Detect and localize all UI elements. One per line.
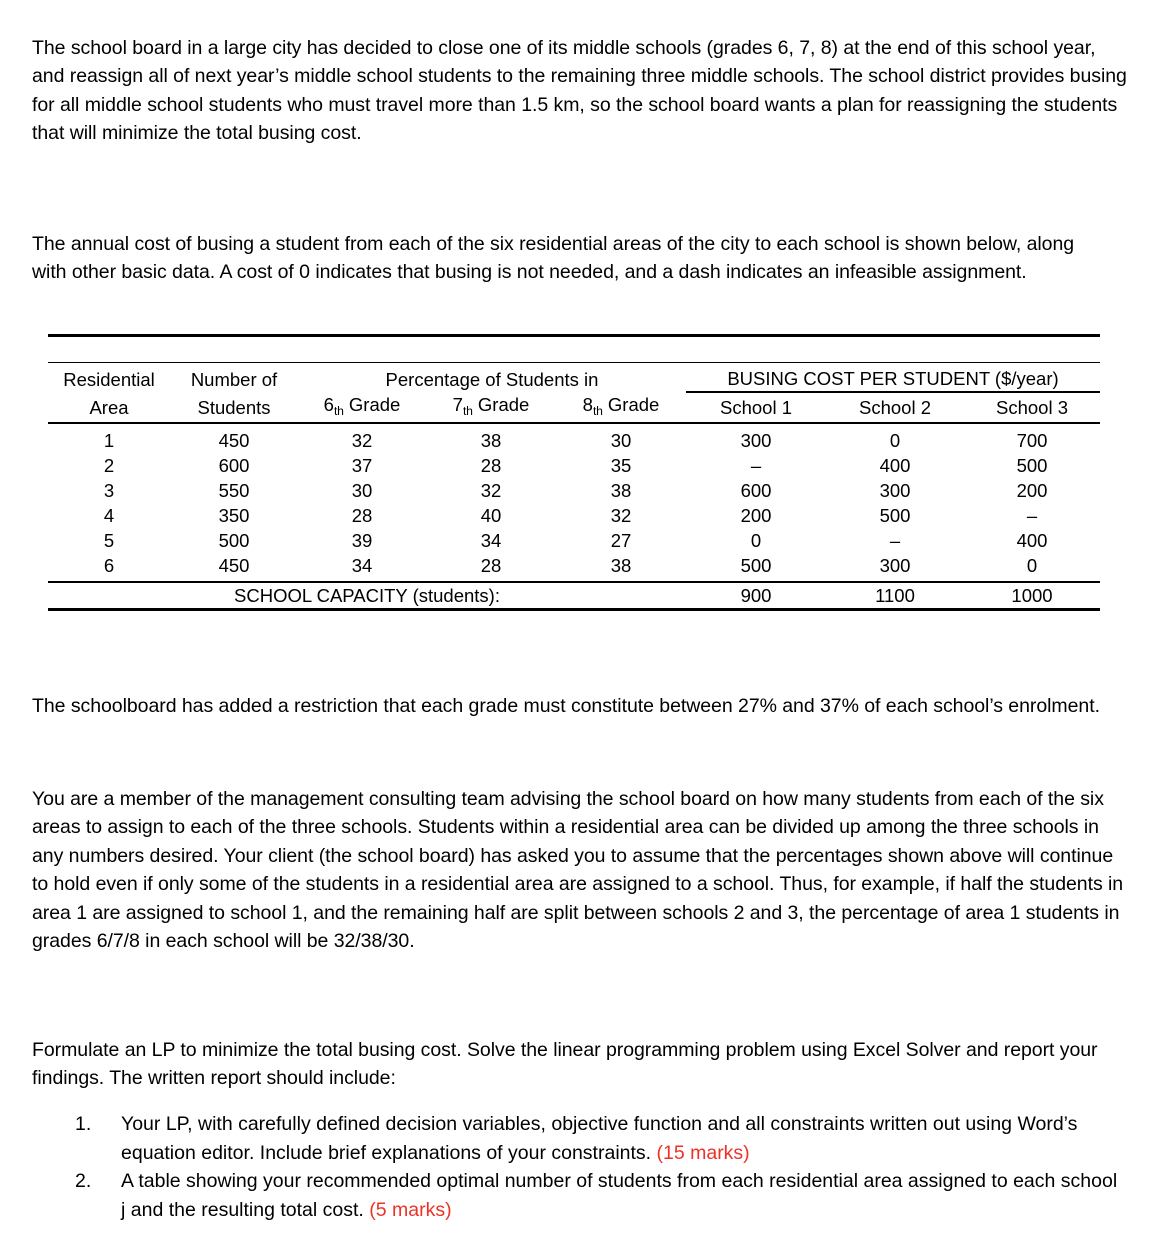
- cell-school2: –: [889, 530, 901, 551]
- cell-grade8: 27: [610, 530, 632, 551]
- cell-grade7: 28: [480, 455, 502, 476]
- cell-grade6: 30: [351, 480, 373, 501]
- cell-school3: 700: [1016, 430, 1048, 451]
- cell-grade6: 32: [351, 430, 373, 451]
- list-item-text: Your LP, with carefully defined decision variables, objective function and all constraints written out using Word’s equation editor. Include brief explanations of your constraints.: [121, 1113, 1078, 1164]
- cell-school1: 500: [686, 553, 826, 582]
- header-grade7: [426, 392, 556, 423]
- capacity-school1: 900: [686, 582, 826, 610]
- table-top-rule: [48, 336, 1100, 363]
- cell-school2: 0: [889, 430, 901, 451]
- cell-grade8: 38: [556, 553, 686, 582]
- header-percentage-group: Percentage of Students in: [385, 369, 599, 390]
- cell-school3: 500: [1016, 455, 1048, 476]
- cell-school3: 400: [1016, 530, 1048, 551]
- table-footer: [48, 582, 1100, 610]
- header-number-of: Number of: [190, 369, 278, 390]
- busing-data-table: [48, 334, 1100, 611]
- table-row: [48, 528, 1100, 553]
- table-header-row-1: [48, 363, 1100, 393]
- cell-students: 350: [218, 505, 250, 526]
- paragraph-cost-description: The annual cost of busing a student from each of the six residential areas of the city to each school is shown below, along with other basic data. A cost of 0 indicates that busing is not needed, and a dash indicates an infeasible assignment.: [32, 232, 1075, 284]
- cell-students: 550: [218, 480, 250, 501]
- marks-badge: (5 marks): [369, 1198, 452, 1221]
- cell-school3: –: [1026, 505, 1038, 526]
- cell-grade6: 37: [351, 455, 373, 476]
- grade7-ordinal: th: [462, 404, 473, 418]
- table-row: [48, 423, 1100, 453]
- header-students: Students: [170, 392, 298, 423]
- cell-school1: 300: [740, 430, 772, 451]
- report-requirements-list: [75, 1110, 1120, 1224]
- cell-area: 2: [103, 455, 115, 476]
- cell-grade6: 34: [298, 553, 426, 582]
- cell-grade6: 39: [351, 530, 373, 551]
- cell-students: 450: [218, 430, 250, 451]
- list-item-number: 1.: [75, 1113, 92, 1135]
- grade8-number: 8: [582, 394, 593, 415]
- cell-school1: 0: [750, 530, 762, 551]
- header-busing-group: BUSING COST PER STUDENT ($/year): [686, 363, 1100, 393]
- cell-grade7: 34: [480, 530, 502, 551]
- marks-badge: (15 marks): [656, 1141, 750, 1164]
- cell-school2: 500: [879, 505, 911, 526]
- cell-area: 1: [103, 430, 115, 451]
- capacity-row: [48, 582, 1100, 610]
- grade8-ordinal: th: [592, 404, 603, 418]
- cell-school1: 600: [740, 480, 772, 501]
- grade8-word: Grade: [602, 394, 660, 415]
- cell-area: 6: [48, 553, 170, 582]
- cell-grade8: 38: [610, 480, 632, 501]
- cell-area: 3: [103, 480, 115, 501]
- cell-school3: 200: [1016, 480, 1048, 501]
- capacity-school3: 1000: [964, 582, 1100, 610]
- capacity-school2: 1100: [826, 582, 964, 610]
- cell-school1: –: [750, 455, 762, 476]
- cell-school2: 300: [826, 553, 964, 582]
- table-row: [48, 553, 1100, 582]
- grade6-word: Grade: [343, 394, 401, 415]
- list-item: [75, 1167, 1120, 1224]
- paragraph-intro: The school board in a large city has decided to close one of its middle schools (grades 6, 7, 8) at the end of this school year, and reassign all of next year’s middle school students to the remaining three middle schools. The school district provides busing for all middle school students who must travel more than 1.5 km, so the school board wants a plan for reassigning the students that will minimize the total busing cost.: [32, 36, 1127, 145]
- grade6-ordinal: th: [333, 404, 344, 418]
- list-item-text: A table showing your recommended optimal number of students from each residential area assigned to each school j and the resulting total cost.: [121, 1170, 1118, 1221]
- header-grade8: [556, 392, 686, 423]
- header-grade6: [298, 392, 426, 423]
- list-item-number: 2.: [75, 1170, 92, 1193]
- cell-area: 4: [103, 505, 115, 526]
- cell-grade7: 40: [480, 505, 502, 526]
- table-row: [48, 503, 1100, 528]
- header-school-2: School 2: [826, 392, 964, 423]
- cell-area: 5: [103, 530, 115, 551]
- cell-grade8: 32: [610, 505, 632, 526]
- table-row: [48, 478, 1100, 503]
- table-row: [48, 453, 1100, 478]
- cell-grade7: 28: [426, 553, 556, 582]
- table-body: [48, 423, 1100, 582]
- paragraph-grade-restriction: The schoolboard has added a restriction that each grade must constitute between 27% and 37% of each school’s enrolment.: [32, 694, 1100, 717]
- rule-top: [48, 336, 1100, 363]
- list-item: [75, 1110, 1120, 1167]
- header-residential: Residential: [63, 369, 155, 390]
- grade7-number: 7: [452, 394, 463, 415]
- header-school-1: School 1: [686, 392, 826, 423]
- capacity-label: SCHOOL CAPACITY (students):: [48, 582, 686, 610]
- grade6-number: 6: [323, 394, 334, 415]
- header-area: Area: [48, 392, 170, 423]
- paragraph-formulate-lp: Formulate an LP to minimize the total busing cost. Solve the linear programming problem using Excel Solver and report your findings. The written report should include:: [32, 1038, 1098, 1090]
- cell-grade7: 38: [480, 430, 502, 451]
- cell-school2: 300: [879, 480, 911, 501]
- table-header-row-2: [48, 392, 1100, 423]
- cell-grade6: 28: [351, 505, 373, 526]
- cell-students: 600: [218, 455, 250, 476]
- cell-students: 450: [170, 553, 298, 582]
- cell-school1: 200: [740, 505, 772, 526]
- grade7-word: Grade: [472, 394, 530, 415]
- header-school-3: School 3: [964, 392, 1100, 423]
- cell-school3: 0: [964, 553, 1100, 582]
- cell-grade8: 30: [610, 430, 632, 451]
- cell-school2: 400: [879, 455, 911, 476]
- cell-students: 500: [218, 530, 250, 551]
- cell-grade7: 32: [480, 480, 502, 501]
- cell-grade8: 35: [610, 455, 632, 476]
- paragraph-consulting-role: You are a member of the management consulting team advising the school board on how many students from each of the six areas to assign to each of the three schools. Students within a residential area can be divided up among the three schools in any numbers desired. Your client (the school board) has asked you to assume that the percentages shown above will continue to hold even if only some of the students in a residential area are assigned to a school. Thus, for example, if half the students in area 1 are assigned to school 1, and the remaining half are split between schools 2 and 3, the percentage of area 1 students in grades 6/7/8 in each school will be 32/38/30.: [32, 787, 1124, 953]
